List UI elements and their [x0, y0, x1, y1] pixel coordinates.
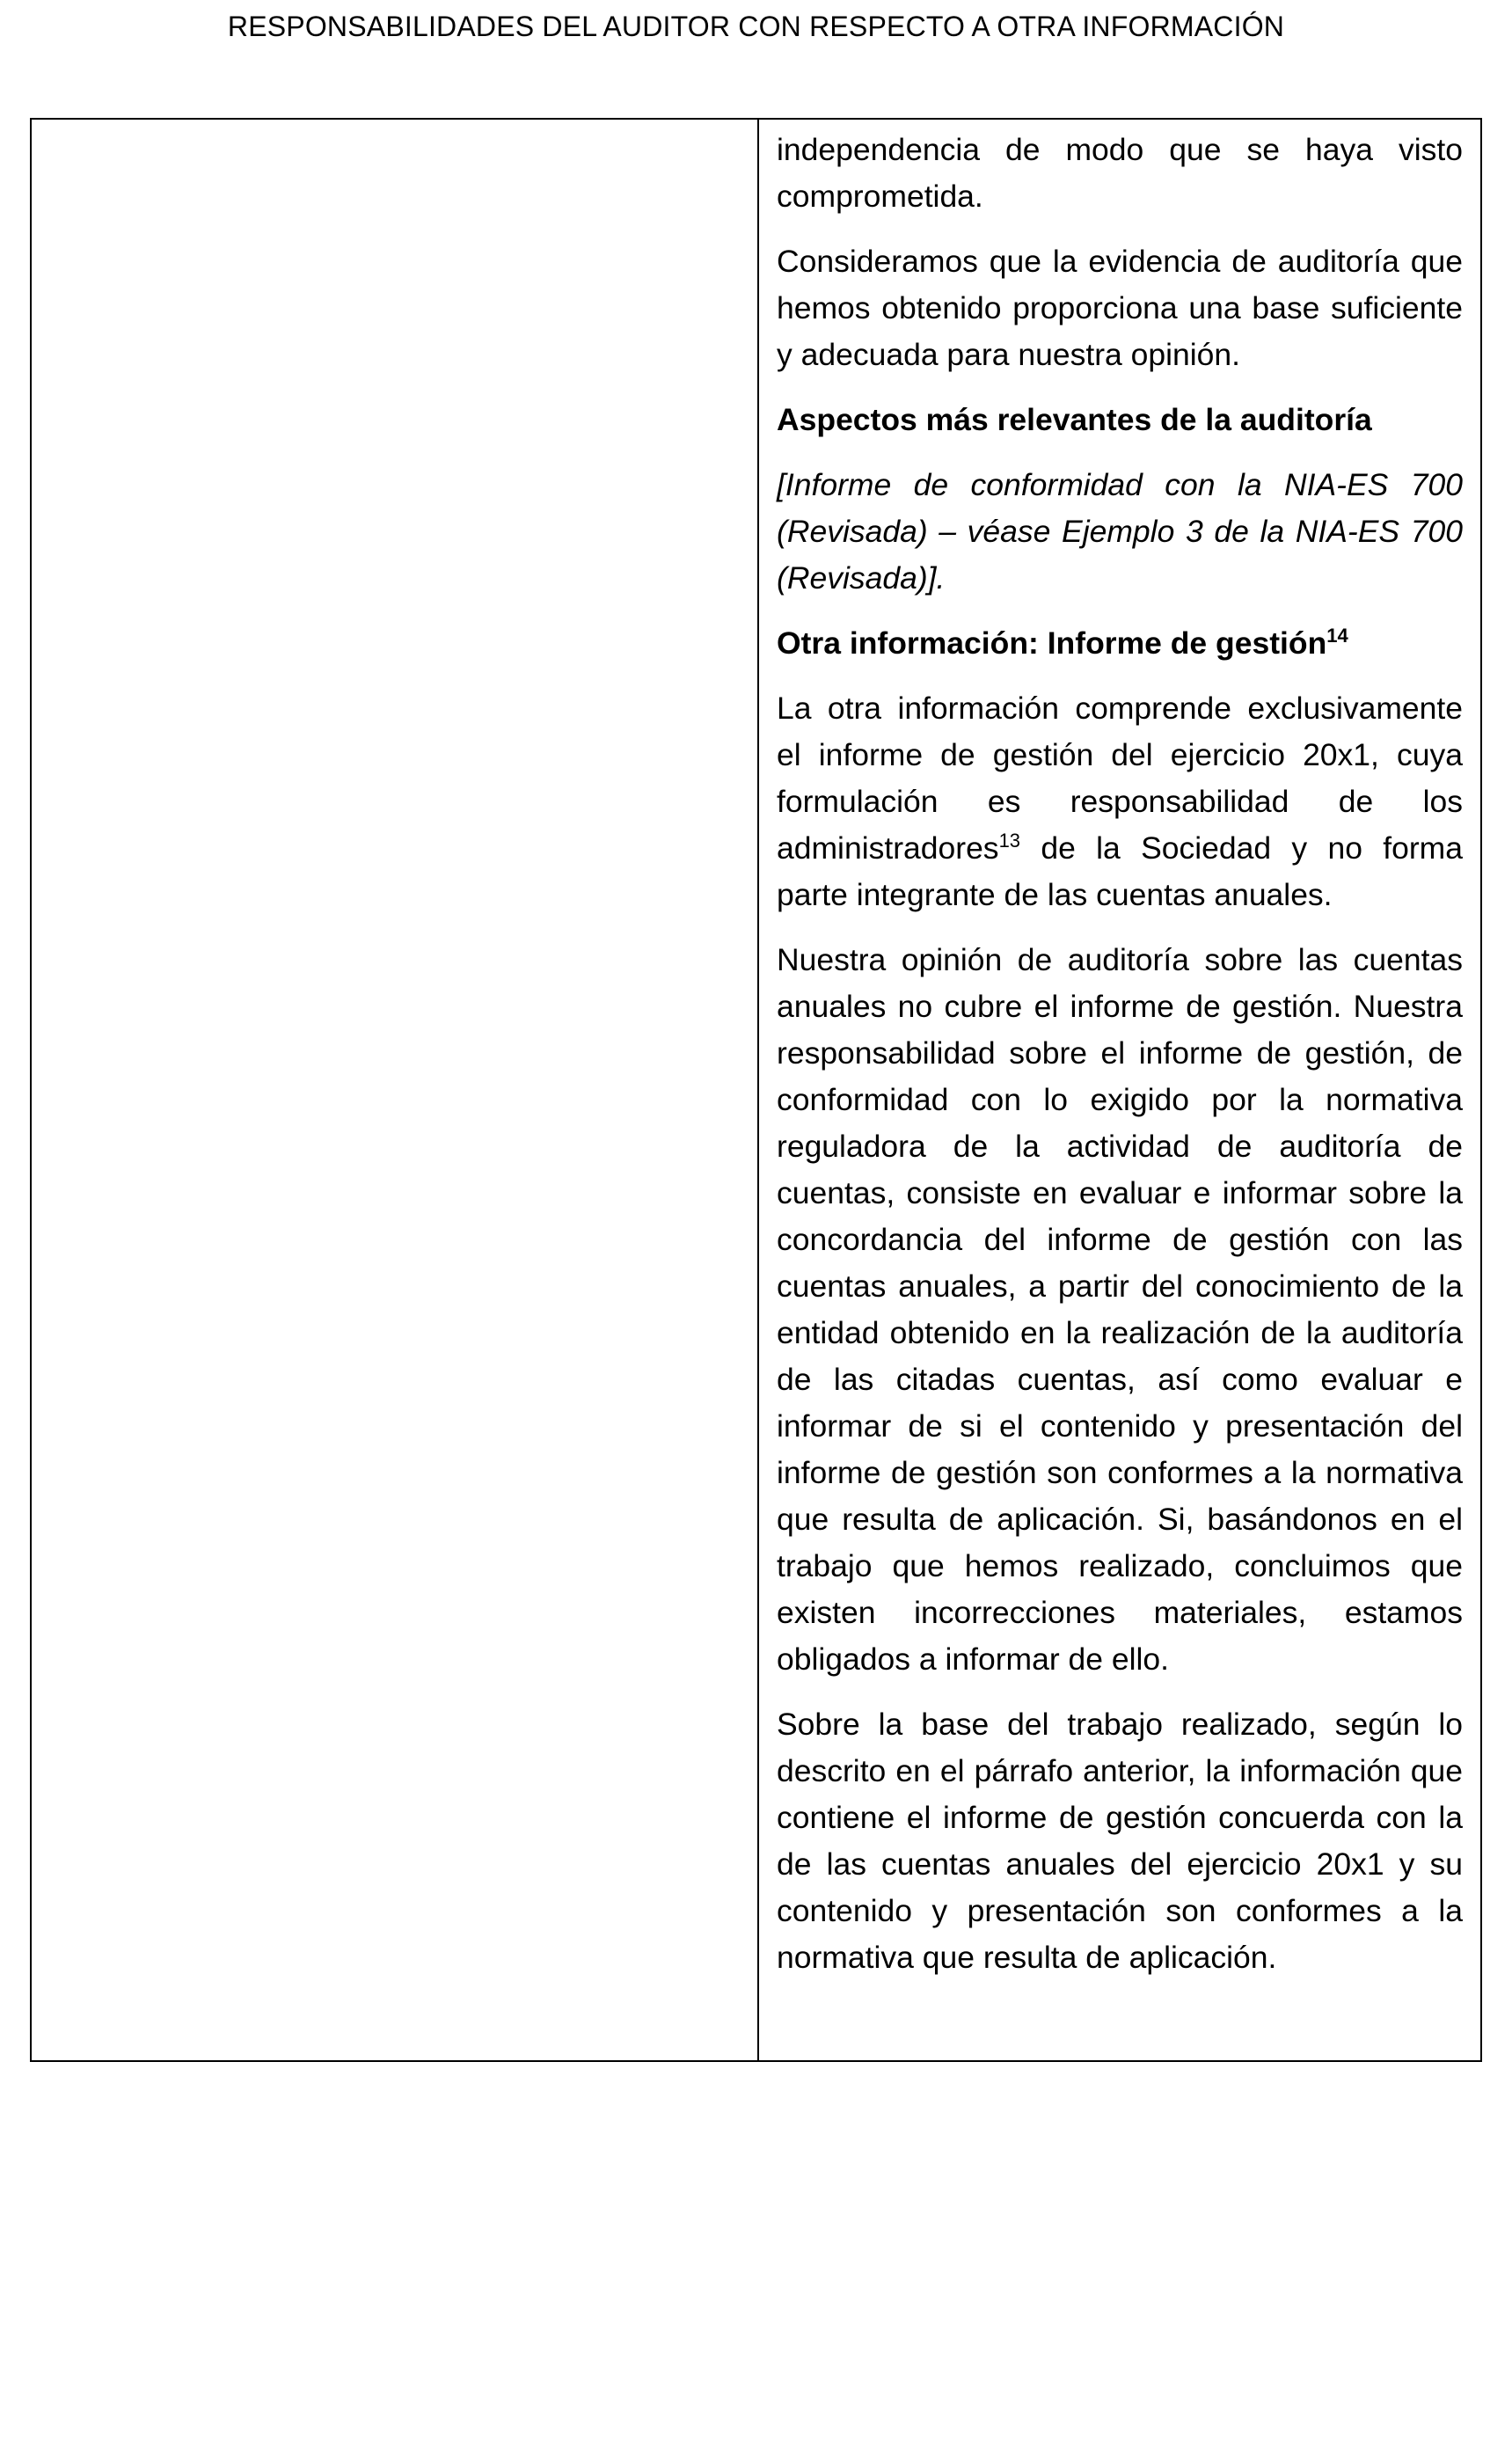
footnote-ref-14: 14	[1326, 625, 1348, 647]
paragraph-other-information-scope	[777, 685, 1463, 918]
heading-key-audit-matters: Aspectos más relevantes de la auditoría	[777, 402, 1372, 437]
footnote-ref-13: 13	[998, 830, 1021, 852]
document-table	[30, 118, 1482, 2062]
page-header-title: RESPONSABILIDADES DEL AUDITOR CON RESPECTO A OTRA INFORMACIÓN	[227, 11, 1285, 42]
table-left-cell	[32, 120, 759, 2060]
table-right-cell	[759, 120, 1480, 2060]
paragraph-independence: independencia de modo que se haya visto comprometida.	[777, 132, 1463, 214]
heading-other-information	[777, 620, 1463, 667]
paragraph-scope-part1: La otra información comprende exclusivamente el informe de gestión del ejercicio 20x1, cuya formulación es responsabilidad de los administradores	[777, 691, 1463, 866]
heading-other-information-text: Otra información: Informe de gestión	[777, 625, 1327, 661]
paragraph-scope-part2: de la Sociedad y no forma parte integrante de las cuentas anuales.	[777, 830, 1463, 912]
paragraph-conclusion: Sobre la base del trabajo realizado, según lo descrito en el párrafo anterior, la información que contiene el informe de gestión concuerda con la de las cuentas anuales del ejercicio 20x1 y su contenido y presentación son conformes a la normativa que resulta de aplicación.	[777, 1707, 1463, 1975]
paragraph-evidence: Consideramos que la evidencia de auditoría que hemos obtenido proporciona una base suficiente y adecuada para nuestra opinión.	[777, 244, 1463, 372]
paragraph-nia-reference: [Informe de conformidad con la NIA-ES 700 (Revisada) – véase Ejemplo 3 de la NIA-ES 700 (Revisada)].	[777, 467, 1463, 596]
paragraph-auditor-responsibility: Nuestra opinión de auditoría sobre las cuentas anuales no cubre el informe de gestión. Nuestra responsabilidad sobre el informe de gestión, de conformidad con lo exigido por la normativa reguladora de la actividad de auditoría de cuentas, consiste en evaluar e informar sobre la concordancia del informe de gestión con las cuentas anuales, a partir del conocimiento de la entidad obtenido en la realización de la auditoría de las citadas cuentas, así como evaluar e informar de si el contenido y presentación del informe de gestión son conformes a la normativa que resulta de aplicación. Si, basándonos en el trabajo que hemos realizado, concluimos que existen incorrecciones materiales, estamos obligados a informar de ello.	[777, 942, 1463, 1677]
